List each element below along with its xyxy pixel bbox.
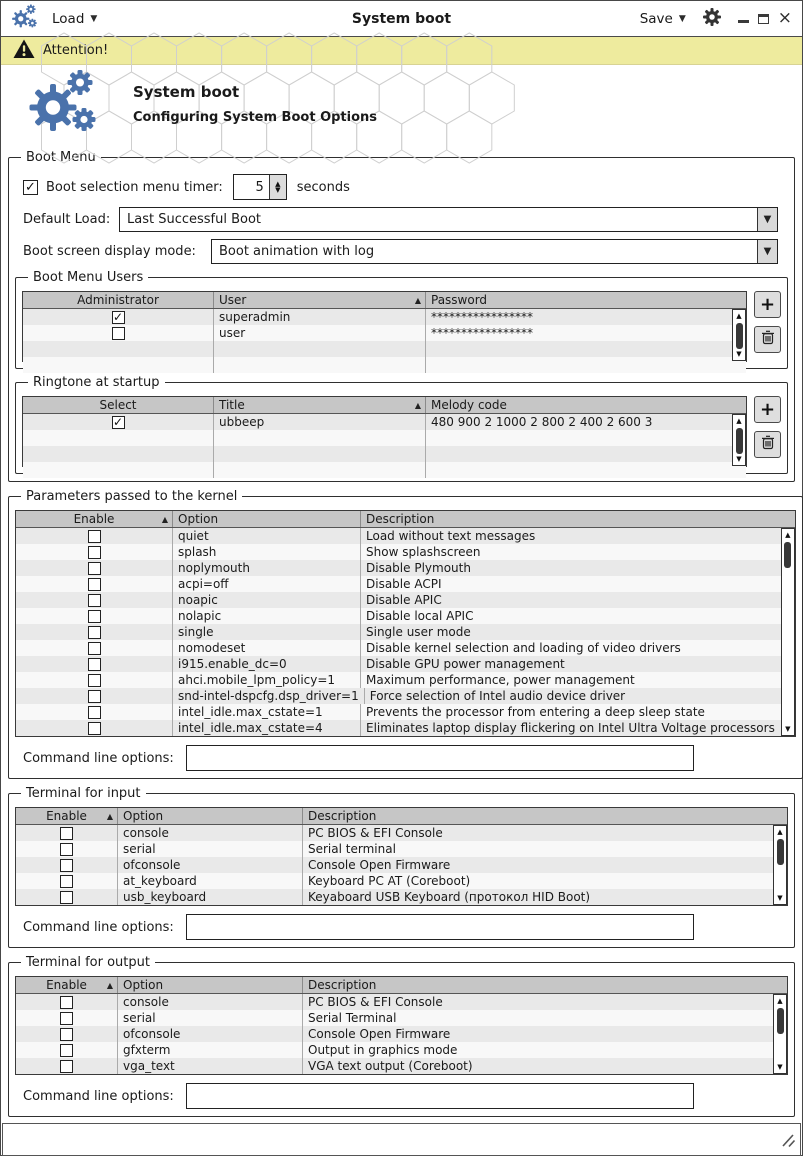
status-bar bbox=[2, 1123, 801, 1156]
column-header-user[interactable]: User ▲ bbox=[213, 292, 425, 308]
scroll-up-icon[interactable]: ▲ bbox=[736, 417, 742, 425]
minimize-icon[interactable] bbox=[738, 20, 749, 23]
scroll-down-icon[interactable]: ▼ bbox=[736, 350, 742, 358]
add-ringtone-button[interactable] bbox=[754, 396, 781, 423]
delete-user-button[interactable] bbox=[754, 326, 781, 353]
row-checkbox[interactable] bbox=[88, 562, 101, 575]
load-menu-button[interactable] bbox=[52, 11, 97, 27]
trash-icon bbox=[761, 329, 775, 350]
column-header-option[interactable]: Option bbox=[172, 511, 360, 527]
boot-menu-section bbox=[8, 150, 795, 482]
row-checkbox[interactable] bbox=[88, 674, 101, 687]
table-row[interactable]: noplymouth Disable Plymouth bbox=[16, 560, 795, 576]
row-checkbox[interactable] bbox=[88, 610, 101, 623]
row-checkbox[interactable] bbox=[60, 875, 73, 888]
table-row[interactable]: console PC BIOS & EFI Console bbox=[16, 825, 787, 841]
warning-triangle-icon bbox=[13, 39, 35, 63]
table-scrollbar[interactable] bbox=[732, 309, 746, 361]
row-checkbox[interactable] bbox=[60, 1060, 73, 1073]
row-checkbox[interactable] bbox=[88, 722, 101, 735]
table-row-empty bbox=[23, 462, 746, 478]
column-header-enable[interactable]: Enable ▲ bbox=[46, 978, 113, 992]
users-table bbox=[22, 291, 747, 362]
boot-menu-users-legend: Boot Menu Users bbox=[33, 270, 144, 285]
scroll-up-icon[interactable]: ▲ bbox=[777, 997, 783, 1005]
table-scrollbar[interactable] bbox=[781, 528, 795, 736]
kernel-params-legend: Parameters passed to the kernel bbox=[26, 489, 238, 504]
close-icon[interactable]: × bbox=[777, 8, 792, 28]
table-row[interactable]: acpi=off Disable ACPI bbox=[16, 576, 795, 592]
display-mode-row bbox=[23, 239, 780, 264]
row-checkbox[interactable] bbox=[112, 327, 125, 340]
warning-bar bbox=[1, 37, 802, 65]
plus-icon: + bbox=[759, 399, 776, 420]
table-row[interactable]: splash Show splashscreen bbox=[16, 544, 795, 560]
sort-asc-icon: ▲ bbox=[106, 980, 113, 990]
cmdline-label: Command line options: bbox=[23, 1088, 174, 1104]
settings-gear-icon[interactable] bbox=[702, 7, 722, 31]
app-gears-icon bbox=[11, 4, 38, 33]
table-row-empty bbox=[23, 357, 746, 373]
table-row[interactable]: vga_text VGA text output (Coreboot) bbox=[16, 1058, 787, 1074]
title-bar bbox=[1, 1, 802, 37]
table-row-empty bbox=[23, 446, 746, 462]
timer-value: 5 bbox=[255, 179, 264, 195]
table-row-empty bbox=[23, 430, 746, 446]
table-row[interactable]: noapic Disable APIC bbox=[16, 592, 795, 608]
row-checkbox[interactable] bbox=[88, 530, 101, 543]
scroll-up-icon[interactable]: ▲ bbox=[785, 531, 791, 539]
page-subtitle: Configuring System Boot Options bbox=[133, 110, 378, 125]
scroll-thumb[interactable] bbox=[777, 1008, 784, 1034]
column-header-option[interactable]: Option bbox=[117, 808, 302, 824]
table-row[interactable]: usb_keyboard Keyaboard USB Keyboard (протокол HID Boot) bbox=[16, 889, 787, 905]
column-header-description[interactable]: Description bbox=[360, 511, 795, 527]
row-checkbox[interactable] bbox=[60, 1028, 73, 1041]
scroll-down-icon[interactable]: ▼ bbox=[777, 894, 783, 902]
table-row[interactable]: intel_idle.max_cstate=1 Prevents the processor from entering a deep sleep state bbox=[16, 704, 795, 720]
table-row[interactable]: ofconsole Console Open Firmware bbox=[16, 857, 787, 873]
table-row[interactable]: user ***************** bbox=[23, 325, 746, 341]
ringtone-legend: Ringtone at startup bbox=[33, 375, 160, 390]
sort-asc-icon: ▲ bbox=[414, 400, 421, 410]
default-load-label: Default Load: bbox=[23, 212, 111, 227]
add-user-button[interactable] bbox=[754, 291, 781, 318]
default-load-value: Last Successful Boot bbox=[127, 212, 262, 227]
boot-menu-legend: Boot Menu bbox=[26, 150, 96, 165]
display-mode-value: Boot animation with log bbox=[219, 244, 375, 259]
table-row[interactable]: gfxterm Output in graphics mode bbox=[16, 1042, 787, 1058]
display-mode-label: Boot screen display mode: bbox=[23, 244, 196, 259]
row-checkbox[interactable] bbox=[88, 594, 101, 607]
chevron-down-icon[interactable]: ▼ bbox=[757, 240, 777, 263]
scroll-thumb[interactable] bbox=[784, 542, 791, 568]
save-menu-button[interactable] bbox=[640, 11, 686, 27]
table-row[interactable]: snd-intel-dspcfg.dsp_driver=1 Force selection of Intel audio device driver bbox=[16, 688, 795, 704]
timer-checkbox[interactable]: ✓ bbox=[23, 180, 38, 195]
table-scrollbar[interactable] bbox=[773, 994, 787, 1074]
terminal-output-table bbox=[15, 976, 788, 1075]
chevron-down-icon[interactable]: ▼ bbox=[757, 208, 777, 231]
terminal-output-cmdline-input[interactable] bbox=[186, 1083, 694, 1109]
table-row[interactable]: nomodeset Disable kernel selection and loading of video drivers bbox=[16, 640, 795, 656]
timer-unit: seconds bbox=[296, 179, 350, 195]
gears-logo-icon bbox=[27, 69, 99, 139]
row-checkbox[interactable] bbox=[88, 706, 101, 719]
warning-text: Attention! bbox=[43, 43, 109, 58]
scroll-thumb[interactable] bbox=[736, 428, 743, 454]
table-row[interactable]: serial Serial Terminal bbox=[16, 1010, 787, 1026]
cmdline-label: Command line options: bbox=[23, 919, 174, 935]
table-row[interactable]: ✓ superadmin ***************** bbox=[23, 309, 746, 325]
scroll-thumb[interactable] bbox=[777, 839, 784, 865]
row-checkbox[interactable] bbox=[60, 891, 73, 904]
table-scrollbar[interactable] bbox=[773, 825, 787, 905]
chevron-down-icon: ▼ bbox=[678, 13, 686, 24]
table-row[interactable]: ahci.mobile_lpm_policy=1 Maximum performance, power management bbox=[16, 672, 795, 688]
terminal-input-table bbox=[15, 807, 788, 906]
column-header-description[interactable]: Description bbox=[302, 808, 787, 824]
timer-row bbox=[23, 174, 780, 200]
chevron-down-icon: ▼ bbox=[90, 13, 98, 24]
row-checkbox[interactable]: ✓ bbox=[112, 310, 124, 324]
sort-asc-icon: ▲ bbox=[106, 811, 113, 821]
timer-spinner[interactable] bbox=[233, 174, 287, 200]
row-checkbox[interactable] bbox=[88, 658, 101, 671]
window-title: System boot bbox=[351, 10, 452, 27]
ringtone-table bbox=[22, 396, 747, 467]
scroll-down-icon[interactable]: ▼ bbox=[777, 1063, 783, 1071]
column-header-melody[interactable]: Melody code bbox=[425, 397, 746, 413]
maximize-icon[interactable] bbox=[758, 14, 769, 24]
row-checkbox[interactable] bbox=[60, 859, 73, 872]
row-checkbox[interactable] bbox=[60, 996, 73, 1009]
column-header-enable[interactable]: Enable ▲ bbox=[73, 512, 168, 526]
row-checkbox[interactable] bbox=[88, 546, 101, 559]
table-row[interactable]: single Single user mode bbox=[16, 624, 795, 640]
terminal-output-legend: Terminal for output bbox=[26, 955, 150, 970]
spin-down-icon[interactable]: ▼ bbox=[275, 186, 281, 194]
column-header-password[interactable]: Password bbox=[425, 292, 746, 308]
sort-asc-icon: ▲ bbox=[414, 295, 421, 305]
scroll-down-icon[interactable]: ▼ bbox=[785, 725, 791, 733]
column-header-option[interactable]: Option bbox=[117, 977, 302, 993]
column-header-description[interactable]: Description bbox=[302, 977, 787, 993]
cmdline-label: Command line options: bbox=[23, 750, 174, 766]
scroll-up-icon[interactable]: ▲ bbox=[736, 312, 742, 320]
row-checkbox[interactable] bbox=[88, 690, 101, 703]
table-row[interactable]: nolapic Disable local APIC bbox=[16, 608, 795, 624]
kernel-cmdline-input[interactable] bbox=[186, 745, 694, 771]
row-checkbox[interactable] bbox=[88, 578, 101, 591]
table-row[interactable]: serial Serial terminal bbox=[16, 841, 787, 857]
app-header bbox=[1, 65, 802, 143]
table-row[interactable]: console PC BIOS & EFI Console bbox=[16, 994, 787, 1010]
row-checkbox[interactable] bbox=[60, 1044, 73, 1057]
terminal-input-section bbox=[8, 786, 795, 948]
resize-grip-icon[interactable] bbox=[781, 1133, 796, 1152]
save-menu-label: Save bbox=[639, 10, 673, 27]
row-checkbox[interactable]: ✓ bbox=[112, 415, 124, 429]
boot-menu-users-section bbox=[15, 270, 788, 369]
kernel-params-table bbox=[15, 510, 796, 737]
plus-icon: + bbox=[759, 294, 776, 315]
row-checkbox[interactable] bbox=[60, 843, 73, 856]
spin-up-icon[interactable]: ▲ bbox=[275, 180, 281, 188]
table-row-empty bbox=[23, 341, 746, 357]
timer-label: Boot selection menu timer: bbox=[46, 179, 223, 195]
table-row[interactable]: intel_idle.max_cstate=4 Eliminates laptop display flickering on Intel Ultra Voltage processors bbox=[16, 720, 795, 736]
table-row[interactable]: at_keyboard Keyboard PC AT (Coreboot) bbox=[16, 873, 787, 889]
table-row[interactable]: quiet Load without text messages bbox=[16, 528, 795, 544]
terminal-output-section bbox=[8, 955, 795, 1117]
ringtone-section bbox=[15, 375, 788, 474]
sort-asc-icon: ▲ bbox=[161, 514, 168, 524]
scroll-down-icon[interactable]: ▼ bbox=[736, 455, 742, 463]
column-header-title[interactable]: Title ▲ bbox=[213, 397, 425, 413]
terminal-input-cmdline-input[interactable] bbox=[186, 914, 694, 940]
row-checkbox[interactable] bbox=[60, 1012, 73, 1025]
load-menu-label: Load bbox=[52, 10, 85, 27]
column-header-administrator[interactable]: Administrator bbox=[77, 293, 159, 307]
delete-ringtone-button[interactable] bbox=[754, 431, 781, 458]
row-checkbox[interactable] bbox=[88, 642, 101, 655]
default-load-select[interactable] bbox=[119, 207, 778, 232]
terminal-input-legend: Terminal for input bbox=[26, 786, 141, 801]
default-load-row bbox=[23, 207, 780, 232]
column-header-select[interactable]: Select bbox=[99, 398, 137, 412]
table-row[interactable]: ✓ ubbeep 480 900 2 1000 2 800 2 400 2 600 3 bbox=[23, 414, 746, 430]
trash-icon bbox=[761, 434, 775, 455]
scroll-thumb[interactable] bbox=[736, 323, 743, 349]
row-checkbox[interactable] bbox=[88, 626, 101, 639]
column-header-enable[interactable]: Enable ▲ bbox=[46, 809, 113, 823]
display-mode-select[interactable] bbox=[211, 239, 778, 264]
scroll-up-icon[interactable]: ▲ bbox=[777, 828, 783, 836]
row-checkbox[interactable] bbox=[60, 827, 73, 840]
kernel-params-section bbox=[8, 489, 803, 779]
table-row[interactable]: i915.enable_dc=0 Disable GPU power management bbox=[16, 656, 795, 672]
table-row[interactable]: ofconsole Console Open Firmware bbox=[16, 1026, 787, 1042]
page-title: System boot bbox=[133, 83, 240, 101]
table-scrollbar[interactable] bbox=[732, 414, 746, 466]
